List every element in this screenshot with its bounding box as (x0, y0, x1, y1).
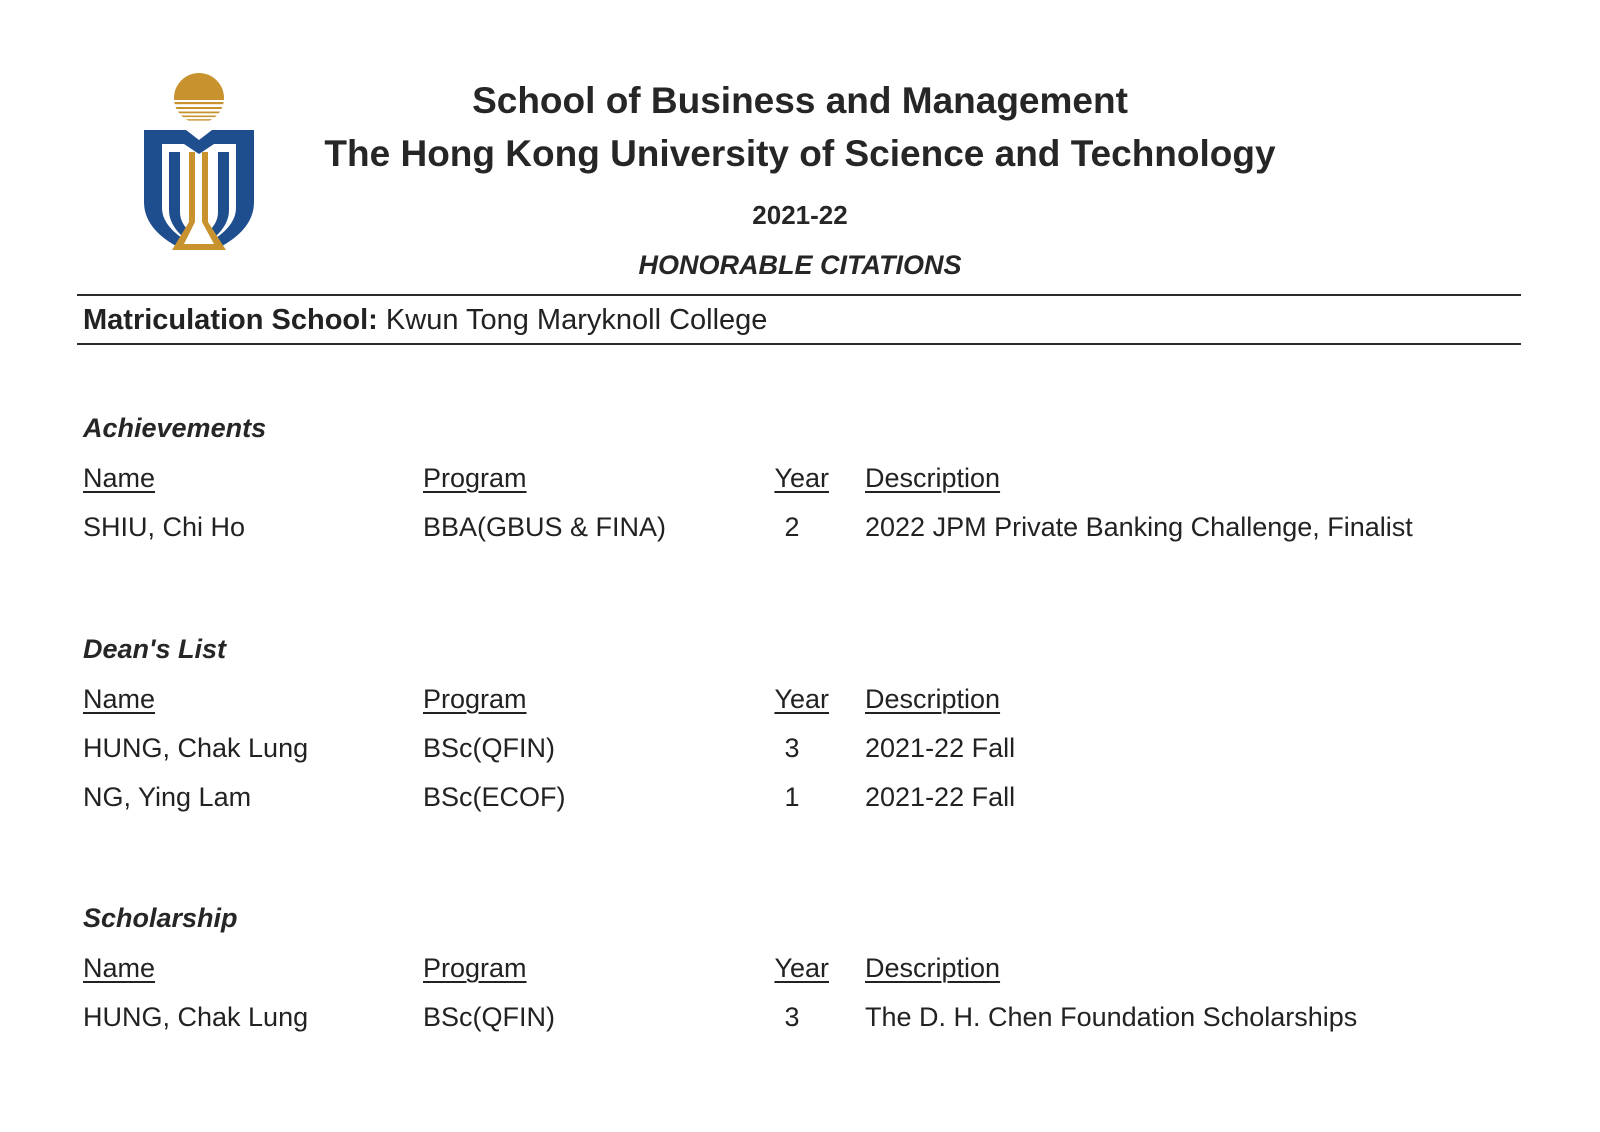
school-name: School of Business and Management (472, 80, 1128, 121)
row-description: 2022 JPM Private Banking Challenge, Finalist (865, 512, 1413, 542)
header-program: Program (423, 953, 527, 983)
row-year: 3 (784, 733, 800, 763)
row-program: BSc(ECOF) (423, 782, 566, 812)
row-description: 2021-22 Fall (865, 782, 1016, 812)
header-name: Name (83, 684, 156, 714)
column-headers (83, 463, 1523, 499)
row-year: 3 (784, 1002, 800, 1032)
row-name: HUNG, Chak Lung (83, 733, 309, 763)
row-description: 2021-22 Fall (865, 733, 1016, 763)
row-year: 2 (784, 512, 800, 542)
section-title: Scholarship (83, 903, 238, 933)
table-row (83, 782, 1523, 818)
university-name: The Hong Kong University of Science and Technology (324, 133, 1276, 174)
top-divider (77, 294, 1521, 296)
row-description: The D. H. Chen Foundation Scholarships (865, 1002, 1358, 1032)
table-row (83, 1002, 1523, 1038)
header-program: Program (423, 684, 527, 714)
header-description: Description (865, 953, 1001, 983)
header-description: Description (865, 463, 1001, 493)
header-name: Name (83, 463, 156, 493)
bottom-divider (77, 343, 1521, 345)
column-headers (83, 684, 1523, 720)
row-name: HUNG, Chak Lung (83, 1002, 309, 1032)
matriculation-school (83, 304, 767, 337)
row-year: 1 (784, 782, 800, 812)
header-name: Name (83, 953, 156, 983)
row-name: NG, Ying Lam (83, 782, 252, 812)
row-program: BSc(QFIN) (423, 1002, 555, 1032)
column-headers (83, 953, 1523, 989)
section-title: Achievements (83, 413, 267, 443)
row-name: SHIU, Chi Ho (83, 512, 246, 542)
table-row (83, 512, 1523, 548)
row-program: BBA(GBUS & FINA) (423, 512, 667, 542)
citations-heading: HONORABLE CITATIONS (638, 250, 962, 280)
header-program: Program (423, 463, 527, 493)
row-program: BSc(QFIN) (423, 733, 555, 763)
header-year: Year (774, 463, 829, 493)
header-year: Year (774, 953, 829, 983)
header-year: Year (774, 684, 829, 714)
matriculation-value: Kwun Tong Maryknoll College (385, 304, 768, 336)
section-title: Dean's List (83, 634, 226, 664)
academic-year: 2021-22 (752, 200, 848, 230)
header-description: Description (865, 684, 1001, 714)
matriculation-label: Matriculation School: (83, 304, 378, 336)
table-row (83, 733, 1523, 769)
